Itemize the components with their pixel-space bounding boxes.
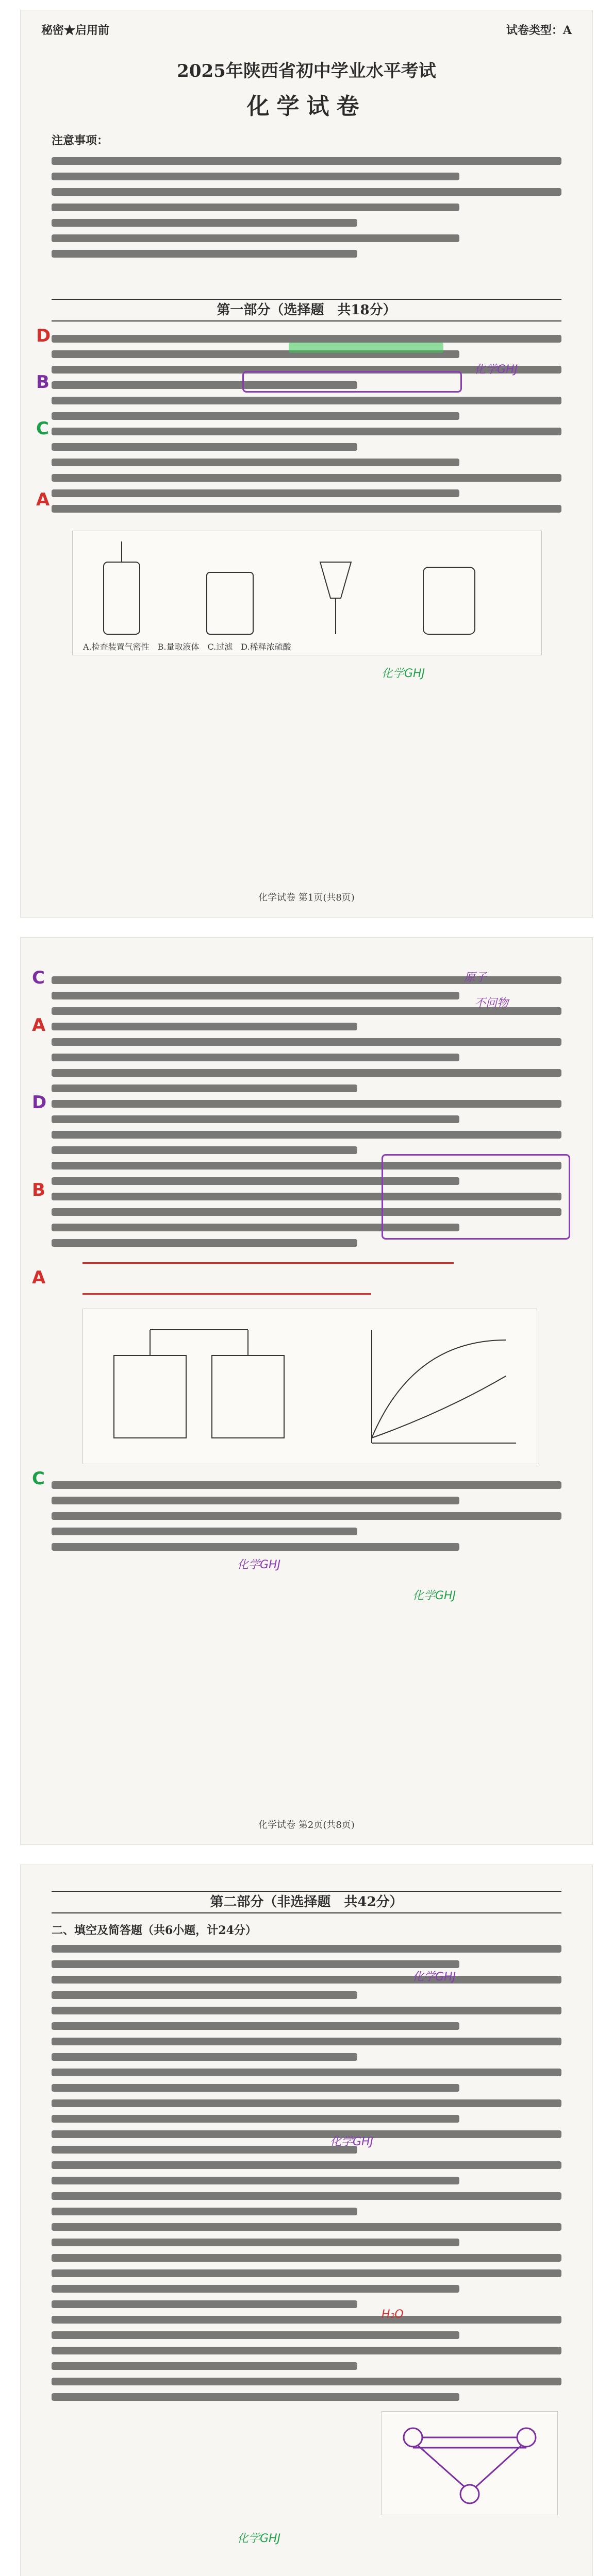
- fill-section-title: 二、填空及简答题（共6小题，计24分）: [52, 1924, 257, 1937]
- question-line: [52, 1115, 459, 1123]
- question-line: [52, 2022, 459, 2030]
- question-line: [52, 1054, 459, 1061]
- handwritten-note: 原子: [464, 971, 487, 984]
- question-line: [52, 505, 561, 513]
- tank-shape: [212, 1355, 284, 1438]
- questions-block-3a: [52, 1937, 561, 2401]
- answer-mark: A: [32, 1015, 46, 1036]
- question-line: [52, 1069, 561, 1077]
- question-line: [52, 489, 459, 497]
- handwritten-note: H₂O: [382, 2308, 404, 2321]
- section-header-part1: 第一部分（选择题 共18分）: [52, 299, 561, 321]
- question-line: [52, 443, 357, 451]
- figure-labels: A.检查装置气密性 B.量取液体 C.过滤 D.稀释浓硫酸: [83, 642, 291, 652]
- question-line: [52, 397, 561, 404]
- question-line: [52, 2316, 561, 2324]
- note-line: [52, 173, 459, 180]
- handwritten-note: 不问物: [474, 997, 509, 1010]
- question-line: [52, 1038, 561, 1046]
- handwritten-note: 化学GHJ: [237, 2532, 281, 2545]
- solubility-curve: [372, 1340, 506, 1438]
- handwritten-note: 化学GHJ: [382, 667, 425, 680]
- question-line: [52, 2192, 561, 2200]
- exam-page-3: [21, 1865, 592, 2576]
- question-line: [52, 335, 561, 343]
- question-line: [52, 2177, 459, 2184]
- question-line: [52, 2130, 561, 2138]
- highlight: [289, 343, 443, 353]
- handwritten-note: 化学GHJ: [412, 1971, 456, 1984]
- confidential-label: 秘密★启用前: [41, 24, 110, 37]
- note-line: [52, 157, 561, 165]
- question-line: [52, 2378, 561, 2385]
- answer-mark: C: [32, 1468, 45, 1489]
- question-line: [52, 2393, 459, 2401]
- notes-block: [52, 149, 561, 258]
- answer-mark: D: [36, 326, 51, 346]
- question-line: [52, 1528, 357, 1535]
- answer-mark: C: [32, 968, 45, 988]
- page-footer: 化学试卷 第2页(共8页): [258, 1820, 355, 1831]
- question-line: [52, 2254, 561, 2262]
- funnel-shape: [320, 562, 351, 598]
- question-line: [52, 2239, 459, 2246]
- handwritten-note: 化学GHJ: [412, 1589, 456, 1602]
- question-line: [52, 2161, 561, 2169]
- question-line: [52, 2331, 459, 2339]
- solubility-curve: [372, 1376, 506, 1438]
- question-line: [52, 1976, 561, 1984]
- question-line: [52, 2223, 561, 2231]
- answer-mark: D: [32, 1092, 47, 1113]
- test-tube-shape: [104, 562, 140, 634]
- lab-apparatus-figure: [72, 531, 542, 655]
- subject-title: 化学试卷: [246, 93, 367, 120]
- question-line: [52, 2115, 459, 2123]
- note-line: [52, 204, 459, 211]
- reaction-drawing: [382, 2412, 557, 2515]
- handwritten-note: 化学GHJ: [237, 1558, 281, 1571]
- lab-apparatus-drawing: [73, 531, 541, 655]
- questions-block-2b: [52, 1473, 561, 1551]
- answer-mark: B: [32, 1180, 45, 1200]
- exam-page-1: [21, 10, 592, 917]
- underline: [82, 1293, 371, 1295]
- tank-shape: [114, 1355, 186, 1438]
- note-line: [52, 234, 459, 242]
- answer-mark: A: [32, 1267, 46, 1288]
- exam-page-2: [21, 938, 592, 1844]
- note-line: [52, 250, 357, 258]
- question-line: [52, 428, 561, 435]
- underline: [82, 1262, 454, 1264]
- question-line: [52, 2362, 357, 2370]
- question-line: [52, 2053, 357, 2061]
- question-line: [52, 1543, 459, 1551]
- questions-block-1: [52, 327, 561, 513]
- question-line: [52, 412, 459, 420]
- note-line: [52, 188, 561, 196]
- notes-title: 注意事项：: [52, 134, 109, 147]
- question-line: [52, 2208, 357, 2215]
- answer-mark: C: [36, 418, 49, 439]
- section-header-part2: 第二部分（非选择题 共42分）: [52, 1891, 561, 1913]
- flask-shape: [423, 567, 475, 634]
- answer-mark: B: [36, 372, 49, 393]
- question-line: [52, 1991, 357, 1999]
- question-line: [52, 1512, 561, 1520]
- question-line: [52, 1100, 561, 1108]
- experiment-drawing: [83, 1309, 537, 1464]
- question-line: [52, 992, 459, 999]
- question-line: [52, 1131, 561, 1139]
- question-line: [52, 1239, 357, 1247]
- question-line: [52, 1945, 561, 1953]
- question-line: [52, 1960, 459, 1968]
- question-line: [52, 1023, 357, 1030]
- question-line: [52, 2300, 357, 2308]
- question-line: [52, 459, 459, 466]
- handwritten-note: 化学GHJ: [330, 2136, 374, 2148]
- paper-type-label: 试卷类型：A: [506, 24, 572, 37]
- question-line: [52, 1481, 561, 1489]
- question-line: [52, 2084, 459, 2092]
- note-line: [52, 219, 357, 227]
- annotation-box: [242, 371, 462, 393]
- question-line: [52, 1497, 459, 1504]
- question-line: [52, 2069, 561, 2076]
- answer-mark: A: [36, 489, 50, 510]
- reaction-diagram: [382, 2411, 558, 2515]
- question-line: [52, 474, 561, 482]
- page-footer: 化学试卷 第1页(共8页): [258, 892, 355, 903]
- question-line: [52, 2007, 561, 2014]
- question-line: [52, 2038, 561, 2045]
- question-line: [52, 1084, 357, 1092]
- question-line: [52, 2099, 561, 2107]
- question-line: [52, 1146, 357, 1154]
- handwritten-note: 化学GHJ: [474, 363, 518, 376]
- experiment-figure: [82, 1309, 537, 1464]
- annotation-box: [382, 1154, 570, 1240]
- beaker-shape: [207, 572, 253, 634]
- exam-title: 2025年陕西省初中学业水平考试: [177, 61, 436, 81]
- question-line: [52, 2285, 459, 2293]
- question-line: [52, 2146, 357, 2154]
- question-line: [52, 2347, 561, 2354]
- question-line: [52, 2269, 561, 2277]
